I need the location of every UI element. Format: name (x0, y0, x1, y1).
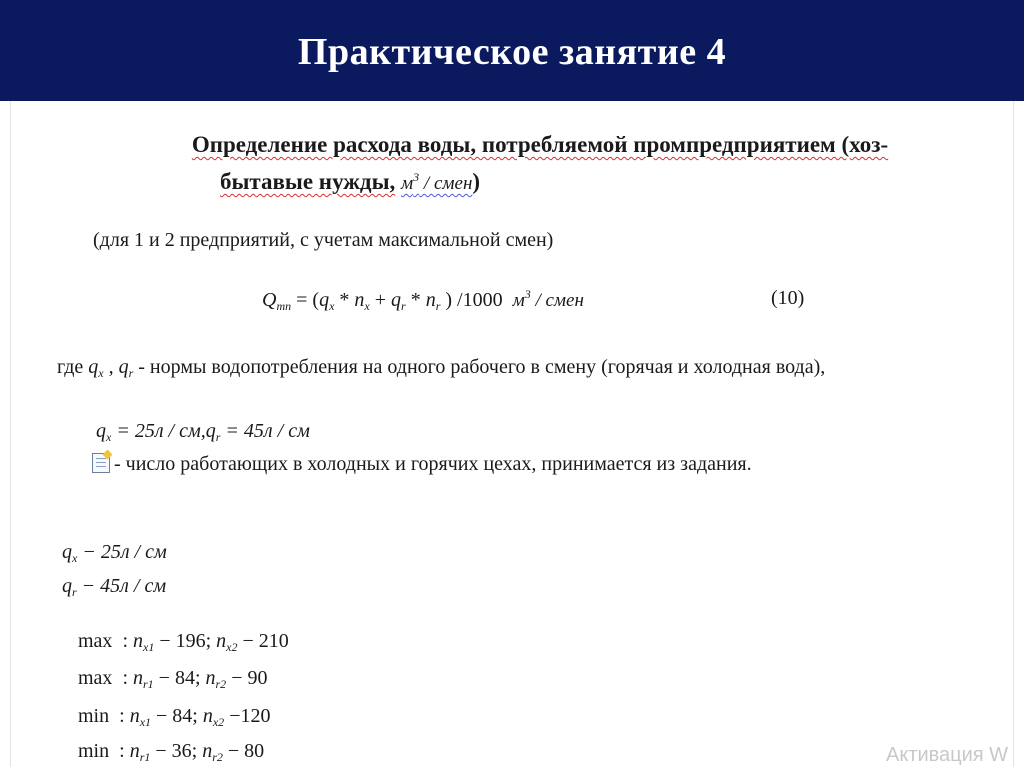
section-heading-text: Определение расхода воды, потребляемой промпредприятием (хоз- (191, 132, 889, 157)
heading-line2-text: бытавые нужды, (219, 169, 396, 194)
enterprise-note: (для 1 и 2 предприятий, с учетам максимальной смен) (93, 229, 554, 251)
left-border-line (10, 101, 11, 767)
formula-unit: $м^3$ / смен (512, 287, 584, 311)
section-heading-line2 (60, 162, 640, 199)
norm-values: $q_x = 25л / см,q_r = 45л$ / см (96, 420, 310, 444)
given-qr: $q_r - 45л$ / см (62, 575, 167, 599)
document-icon[interactable] (92, 453, 110, 473)
where-definition: где $q_x$ , $q_r$ - нормы водопотребления на одного рабочего в смену (горячая и холодная вода), (57, 356, 826, 380)
right-border-line (1013, 101, 1014, 767)
workers-definition: - число работающих в холодных и горячих цехах, принимается из задания. (114, 453, 752, 475)
shift-row: min : $n_{r1} - 36$; $n_{r2} - 80$ (78, 740, 265, 764)
shift-row: max : $n_{x1} - 196$; $n_{x2} - 210$ (78, 630, 289, 654)
heading-unit: $м^3$ / смен (401, 170, 473, 194)
given-qx: $q_x - 25л$ / см (62, 541, 167, 565)
shift-row: min : $n_{x1} - 84$; $n_{x2} -120$ (78, 705, 271, 729)
formula-number: (10) (771, 287, 805, 309)
slide-header (0, 0, 1024, 101)
section-heading-line1 (60, 130, 1020, 160)
activation-watermark: Активация W (886, 744, 1009, 766)
slide-title: Практическое занятие 4 (297, 31, 727, 73)
heading-close-paren: ) (472, 169, 481, 194)
shift-row: max : $n_{r1} - 84$; $n_{r2} - 90$ (78, 667, 268, 691)
formula-10: $Q_{mn} = (q_x * n_x + q_r * n_r$ ) /1000 $м^3$ / смен (262, 287, 584, 313)
